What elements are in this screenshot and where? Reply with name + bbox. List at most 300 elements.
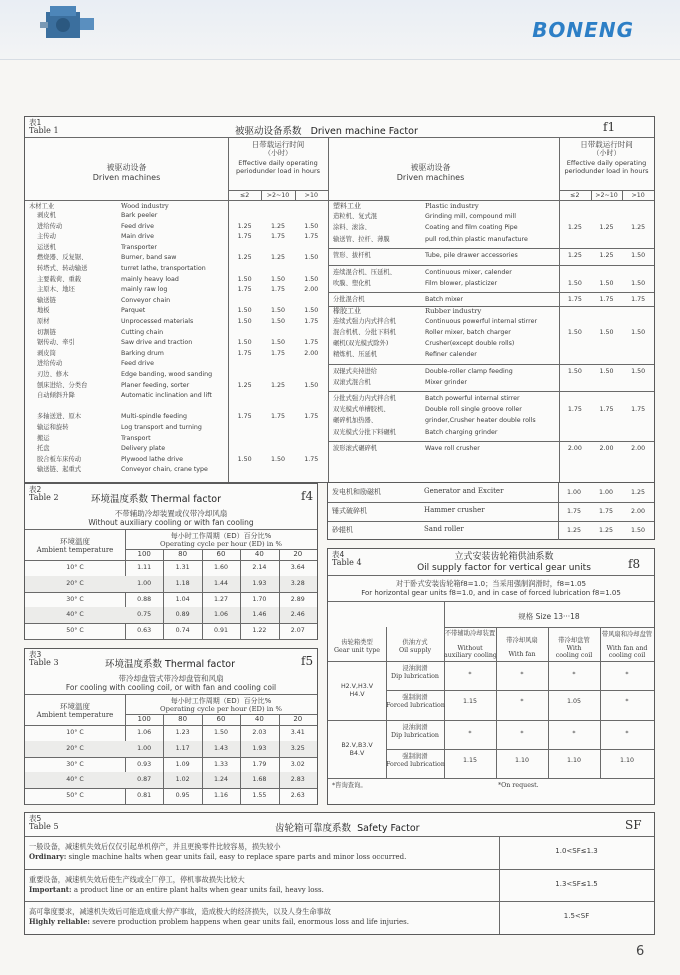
factor-value: 1.75 (237, 349, 252, 357)
thermal-value: 1.04 (175, 595, 190, 603)
thermal-value: 1.31 (175, 564, 190, 571)
note-en: For horizontal gear units f8=1.0, and in case of forced lubrication f8=1.05 (361, 589, 621, 597)
row-en: Feed drive (121, 222, 154, 230)
h-oil-cn: 供油方式 (402, 639, 428, 646)
safety-cn: 重要设备，减速机失效后使生产线或全厂停工，停机事故损失比较大 (29, 874, 245, 884)
factor-value: 1.50 (599, 367, 614, 375)
rule (25, 694, 317, 695)
thermal-value: 1.11 (137, 564, 152, 571)
h-type-en: Gear unit type (333, 647, 381, 654)
hours-cn: 日带载运行时间 (580, 140, 633, 149)
row-cn: 刨床进给、分类台 (37, 381, 88, 389)
thermal-value: 0.63 (137, 627, 152, 635)
table1-extra-rows (327, 483, 655, 540)
row-cn: 运送机 (37, 243, 56, 251)
thermal-value: 1.60 (213, 564, 228, 571)
factor-value: 1.75 (599, 296, 614, 304)
group-en: Wood industry (121, 202, 169, 210)
thermal-value: 0.75 (137, 611, 152, 619)
row-en: Transport (121, 434, 151, 442)
rule (329, 391, 654, 392)
dip-value: * (625, 729, 629, 737)
thermal-value: 1.00 (137, 579, 152, 587)
row-cn: 剥皮机 (37, 212, 56, 219)
row-cn: 分批混合机 (333, 296, 365, 304)
factor-value: 1.50 (237, 318, 252, 325)
row-en: Double roll single groove roller (425, 406, 522, 414)
row-cn: 搬运 (37, 434, 50, 442)
row-cn: 碾机(双光模式除外) (333, 340, 389, 348)
row-en: Coating and film coating Pipe (425, 224, 518, 232)
dip-value: * (468, 671, 472, 678)
factor-value: 1.75 (599, 406, 614, 414)
hours-en1: Effective daily operating (238, 159, 318, 167)
safety-cn: 一般设备，减速机失效后仅仅引起单机停产，并且更换零件比较容易，损失较小 (29, 842, 281, 851)
temperature: 40° C (66, 611, 84, 619)
ambient-cn: 环境温度 (60, 537, 90, 546)
thermal-value: 1.23 (175, 729, 190, 736)
ed-cn: 每小时工作周期（ED）百分比% (170, 532, 272, 540)
row-en: Hammer crusher (424, 506, 485, 514)
temperature: 40° C (66, 776, 84, 784)
rule (386, 749, 654, 750)
row-en: pull rod,thin plastic manufacture (425, 235, 528, 243)
forced-en: Forced lubrication (386, 760, 445, 768)
row-cn: 双辊式夹持进给 (333, 367, 378, 375)
dip-en: Dip lubrication (391, 731, 439, 739)
rule (328, 502, 654, 503)
factor-value: 1.50 (237, 455, 252, 463)
table1-driven-machine-factor (24, 116, 655, 483)
row-cn: 托盘 (37, 445, 50, 453)
size-label: 规格 Size 13···18 (518, 612, 580, 621)
hours-paren: （小时） (264, 149, 292, 157)
row-cn: 锤式破碎机 (332, 507, 367, 515)
row-en: Parquet (121, 307, 146, 315)
h1-en1: Without (457, 645, 483, 652)
factor-value: 1.25 (566, 527, 582, 534)
row-cn: 输送链、起重式 (37, 466, 82, 474)
row-cn: 自动倾斜升降 (37, 392, 75, 400)
row-cn: 精炼机、压延机 (333, 351, 378, 359)
row-cn: 发电机和励磁机 (332, 488, 381, 496)
row-en: Double-roller clamp feeding (425, 367, 513, 375)
rule (25, 804, 317, 805)
row-en: Mixer grinder (425, 378, 467, 386)
row-cn: 锯传动、牵引 (37, 339, 75, 347)
forced-value: 1.05 (566, 698, 582, 705)
row-en: Film blower, plasticizer (425, 280, 498, 287)
factor-value: 1.50 (237, 275, 252, 283)
factor-value: 2.00 (631, 444, 646, 452)
row-en: turret lathe, transportation (121, 265, 206, 272)
ed-col: 20 (293, 550, 303, 558)
factor-value: 1.50 (567, 280, 582, 287)
factor-value: 1.25 (631, 224, 646, 232)
row-cn: 主传动 (37, 233, 56, 241)
page-number: 6 (636, 944, 645, 959)
header-banner (0, 0, 680, 60)
forced-cn: 强制润滑 (402, 752, 428, 760)
rule (202, 714, 203, 804)
row-cn: 双光模式分批下料碾机 (333, 428, 396, 436)
thermal-value: 1.06 (213, 611, 228, 619)
factor-value: 1.75 (631, 296, 646, 304)
thermal-value: 1.43 (213, 744, 228, 752)
row-en: Planer feeding, sorter (121, 381, 190, 389)
factor-value: 1.50 (304, 222, 319, 230)
row-cn: 双滚式混合机 (333, 378, 371, 386)
rule (329, 292, 654, 293)
row-en: Plywood lathe drive (121, 455, 184, 463)
factor-value: 1.75 (567, 406, 582, 414)
hours-band-3: >10 (304, 192, 318, 199)
group-cn: 橡胶工业 (333, 306, 361, 315)
subtitle-cn: 带冷却盘管式带冷却盘管和风扇 (118, 674, 224, 683)
factor-value: 1.50 (304, 307, 319, 315)
safety-desc: severe production problem happens when gear units fail, enormous loss and life injuries. (90, 918, 409, 927)
factor-value: 1.50 (304, 381, 319, 389)
factor-value: 1.75 (304, 233, 319, 241)
hours-en1: Effective daily operating (566, 159, 647, 167)
rule (228, 190, 328, 191)
rule (328, 778, 654, 779)
forced-value: * (625, 698, 629, 705)
rule (386, 690, 654, 691)
col-header-cn: 被驱动设备 (106, 163, 147, 172)
factor-value: 1.50 (599, 280, 614, 287)
rule (279, 714, 280, 804)
safety-en (29, 918, 409, 927)
safety-class: Ordinary: (29, 852, 67, 861)
h2-en: With fan (508, 651, 536, 658)
row-en: Delivery plate (121, 445, 166, 453)
table2-title: 环境温度系数 Thermal factor (91, 494, 222, 505)
factor-value: 1.25 (599, 224, 614, 232)
safety-class: Highly reliable: (29, 917, 91, 927)
group-en: Plastic industry (425, 202, 479, 210)
row-en: Crusher(except double rolls) (425, 340, 515, 348)
row-en: Barking drum (121, 349, 164, 357)
thermal-value: 1.27 (213, 595, 228, 603)
thermal-value: 1.33 (213, 760, 228, 768)
rule (25, 529, 317, 530)
table1-label: 表1 Table 1 (29, 118, 59, 135)
factor-value: 1.50 (270, 307, 285, 315)
h1-cn: 不带辅助冷却装置 (444, 630, 496, 637)
row-en: mainly raw log (121, 286, 168, 294)
row-cn: 输送链 (37, 296, 56, 304)
table4-grid (328, 575, 654, 804)
factor-value: 2.00 (599, 444, 614, 452)
ed-col: 60 (216, 550, 226, 558)
rule (25, 836, 654, 837)
factor-value: 1.50 (631, 280, 646, 287)
rule (622, 190, 623, 200)
ed-col: 40 (254, 550, 264, 558)
factor-value: 1.00 (598, 489, 614, 496)
temperature: 20° C (66, 744, 84, 752)
row-cn: 胶合板车床传动 (37, 455, 82, 463)
temperature: 30° C (66, 760, 84, 768)
temperature: 50° C (66, 792, 84, 800)
table3-title: 环境温度系数 Thermal factor (105, 659, 236, 670)
gearbox-icon (40, 2, 98, 46)
thermal-value: 1.50 (213, 729, 228, 736)
h1-en2: auxiliary cooling (444, 652, 497, 659)
thermal-value: 3.25 (290, 744, 305, 752)
ed-cn: 每小时工作周期（ED）百分比% (170, 697, 272, 705)
row-en: Refiner calender (425, 351, 477, 359)
ed-col: 100 (137, 550, 151, 558)
factor-value: 1.25 (237, 254, 252, 262)
note-cn: 对于卧式安装齿轮箱f8=1.0；当采用强制润滑时，f8=1.05 (395, 579, 587, 588)
thermal-value: 1.06 (137, 729, 152, 736)
row-cn: 输运和旋转 (37, 424, 69, 431)
thermal-value: 1.93 (252, 579, 267, 587)
factor-value: 1.50 (631, 252, 646, 260)
thermal-value: 1.46 (252, 611, 267, 619)
rule (559, 137, 560, 482)
forced-value: 1.10 (619, 756, 635, 764)
table2-grid (25, 506, 317, 639)
hours-band-1: ≤2 (240, 192, 250, 199)
factor-value: 1.75 (304, 455, 319, 463)
h-type-cn: 齿轮箱类型 (341, 639, 373, 646)
factor-value: 1.75 (270, 233, 285, 241)
factor-value: 1.50 (630, 527, 646, 534)
row-en: Edge banding, wood sanding (121, 371, 213, 378)
row-en: Sand roller (424, 525, 464, 533)
row-cn: 多轴送进、原木 (37, 413, 82, 421)
row-cn: 分批式强力内式拌合机 (333, 395, 396, 402)
forced-value: 1.15 (462, 698, 478, 705)
rule (329, 441, 654, 442)
row-en: Bark peeler (121, 212, 158, 219)
rule (25, 788, 317, 789)
factor-value: 1.50 (270, 339, 285, 347)
factor-value: 1.25 (237, 381, 252, 389)
footnote-cn: *咨询查询。 (332, 782, 367, 789)
table4-title: 立式安装齿轮箱供油系数 Oil supply factor for vertical gear units (417, 552, 591, 573)
thermal-value: 0.91 (213, 627, 228, 635)
row-cn: 进给传动 (37, 222, 63, 230)
rule (328, 720, 654, 721)
factor-value: 1.75 (270, 349, 285, 357)
h3-cn: 带冷却盘管 (558, 637, 590, 644)
temperature: 20° C (66, 579, 84, 587)
gear-type-2: H4.V (349, 691, 365, 698)
factor-value: 1.75 (304, 318, 319, 325)
row-cn: 涂料、滚涂、 (333, 224, 371, 232)
hours-band-1: ≤2 (570, 192, 580, 199)
dip-value: * (572, 729, 576, 737)
factor-value: 1.75 (631, 406, 646, 414)
factor-value: 1.25 (270, 222, 285, 230)
safety-desc: single machine halts when gear units fail, easy to replace spare parts and minor loss occurred. (66, 853, 407, 861)
rule (202, 549, 203, 639)
rule (328, 661, 654, 662)
group-cn: 木材工业 (29, 203, 55, 210)
thermal-value: 1.79 (252, 760, 267, 768)
row-en: Automatic inclination and lift (121, 392, 212, 400)
dip-cn: 浸油润滑 (402, 665, 428, 672)
factor-value: 1.50 (631, 329, 646, 336)
row-cn: 双光模式单槽胶机、 (333, 406, 390, 414)
row-cn: 管形、拔杆机 (333, 252, 371, 260)
factor-value: 2.00 (630, 508, 646, 515)
h2-cn: 带冷却风扇 (506, 637, 538, 644)
subtitle-cn: 不带辅助冷却装置或仪带冷却风扇 (114, 509, 228, 518)
thermal-value: 1.55 (252, 792, 267, 800)
factor-value: 1.50 (237, 339, 252, 347)
forced-value: 1.15 (462, 756, 478, 764)
rule (163, 714, 164, 804)
row-cn: 砂辊机 (332, 526, 353, 534)
row-en: Saw drive and traction (121, 339, 193, 347)
row-en: Continuous mixer, calender (425, 268, 512, 276)
row-en: Grinding mill, compound mill (425, 213, 516, 220)
row-cn: 主要载荷、重载 (37, 275, 82, 283)
row-en: Log transport and turning (121, 424, 202, 431)
forced-value: * (520, 698, 524, 705)
temperature: 30° C (66, 595, 84, 603)
row-cn: 进给传动 (37, 360, 63, 368)
rule (25, 757, 317, 758)
rule (25, 869, 654, 870)
row-cn: 混合机机、分批下料机 (333, 329, 396, 336)
row-cn: 地板 (37, 307, 50, 315)
row-cn: 连续混合机、压延机、 (333, 268, 396, 276)
factor-value: 1.75 (304, 413, 319, 421)
thermal-value: 3.02 (290, 760, 305, 768)
safety-range: 1.5<SF (563, 912, 590, 921)
hours-en2: periodunder load in hours (235, 167, 321, 175)
hours-band-2: >2~10 (595, 192, 618, 199)
row-en: Cutting chain (121, 328, 164, 336)
row-en: Multi-spindle feeding (121, 413, 188, 421)
table1-left-column (25, 137, 328, 482)
ambient-cn: 环境温度 (60, 702, 90, 711)
table1-code: f1 (603, 120, 616, 134)
thermal-value: 0.89 (175, 611, 190, 619)
row-en: Feed drive (121, 360, 154, 368)
h3-en1: With (566, 645, 582, 652)
row-cn: 原材 (37, 318, 50, 325)
group-cn: 塑料工业 (333, 202, 361, 210)
temperature: 50° C (66, 627, 84, 635)
row-en: Wave roll crusher (425, 444, 480, 452)
row-en: Burner, band saw (121, 254, 177, 262)
safety-range: 1.0<SF≤1.3 (555, 847, 598, 855)
thermal-value: 1.70 (252, 595, 267, 603)
col-header-en: Driven machines (396, 173, 465, 182)
dip-value: * (625, 671, 629, 678)
table5-code: SF (625, 818, 642, 832)
row-cn: 波形滚式碾碎机 (333, 444, 378, 452)
rule (25, 560, 317, 561)
row-cn: 连续式强力内式拌合机 (333, 317, 396, 325)
ed-col: 80 (178, 550, 188, 558)
rule (328, 601, 654, 602)
col-header-cn: 被驱动设备 (410, 163, 451, 172)
row-cn: 转塔式、转动输送 (37, 265, 88, 272)
rule (329, 306, 654, 307)
row-en: Conveyor chain (121, 296, 171, 304)
dip-value: * (520, 671, 524, 678)
ed-col: 80 (178, 715, 188, 723)
col-header-en: Driven machines (92, 173, 161, 182)
dip-cn: 浸油润滑 (402, 723, 428, 731)
thermal-value: 3.64 (290, 564, 305, 571)
safety-range: 1.3<SF≤1.5 (555, 879, 598, 888)
table4-code: f8 (628, 557, 641, 571)
thermal-value: 3.28 (290, 579, 305, 587)
ed-col: 40 (254, 715, 264, 723)
footnote-en: *On request. (498, 782, 539, 789)
factor-value: 1.50 (270, 318, 285, 325)
safety-desc: a product line or an entire plant halts when gear units fail, heavy loss. (71, 885, 324, 894)
rule (25, 725, 317, 726)
hours-paren: （小时） (592, 149, 621, 157)
rule (261, 190, 262, 200)
rule (328, 521, 654, 522)
thermal-value: 1.16 (213, 792, 228, 800)
factor-value: 1.50 (304, 275, 319, 283)
factor-value: 1.25 (567, 224, 582, 232)
dip-value: * (520, 729, 524, 737)
row-en: Tube, pile drawer accessories (425, 252, 518, 260)
table4-oil-supply-factor: 表4 Table 4 立式安装齿轮箱供油系数 Oil supply factor for vertical gear units f8 对于卧式安装齿轮箱f8=1.0；当采用强制润滑时，f8=1.05 For horizontal gear units f8=1.0, and in case of forced lubrication f8=1.05 规格 Size 13···18 齿轮箱类型 Gear unit type 供油方式 Oil supply 不带辅助冷却装置 Without auxiliary cooling 带冷却风扇 With fan 带冷却盘管 With cooling coil 带风扇和冷却盘管 With fan and cooling coil H2.V,H3.V H4.V 浸油润滑 Dip lubrication 强制润滑 Forced lubrication * * * * 1.15 * 1.05 * B2.V,B3.V B4.V 浸油润滑 Dip lubrication 强制润滑 Forced lubrication * * * * 1.15 1.10 1.10 1.10 *咨询查询。 *On request. (327, 548, 655, 805)
factor-value: 1.00 (566, 489, 582, 496)
h4-cn: 带风扇和冷却盘管 (601, 631, 653, 638)
thermal-value: 0.88 (137, 595, 152, 603)
thermal-value: 0.74 (175, 627, 190, 635)
row-en: Unprocessed materials (121, 318, 194, 325)
forced-value: 1.10 (514, 756, 530, 764)
thermal-value: 1.68 (252, 776, 267, 784)
temperature: 10° C (66, 564, 84, 571)
rule (295, 190, 296, 200)
forced-en: Forced lubrication (386, 702, 445, 709)
thermal-value: 0.93 (137, 760, 152, 768)
factor-value: 1.25 (270, 254, 285, 262)
forced-cn: 强制润滑 (402, 694, 428, 701)
ambient-en: Ambient temperature (36, 711, 114, 719)
factor-value: 1.75 (237, 233, 252, 241)
row-en: mainly heavy load (121, 275, 179, 283)
factor-value: 1.50 (237, 307, 252, 315)
row-en: Transporter (121, 243, 158, 251)
rule (163, 549, 164, 639)
row-en: grinder,Crusher heater double rolls (425, 417, 536, 425)
safety-cn: 高可靠度要求，减速机失效后可能造成重大停产事故，造成极大的经济损失，以及人身生命事故 (29, 907, 331, 917)
dip-value: * (468, 729, 472, 737)
ed-col: 20 (293, 715, 303, 723)
factor-value: 2.00 (304, 286, 319, 294)
thermal-value: 2.07 (290, 627, 305, 635)
factor-value: 1.50 (599, 329, 614, 336)
table2-code: f4 (301, 489, 314, 503)
rule (591, 190, 592, 200)
row-en: Batch powerful internal stirrer (425, 395, 520, 402)
h3-en2: cooling coil (555, 652, 593, 659)
hours-en2: periodunder load in hours (564, 167, 649, 175)
gear-type: B2.V,B3.V (341, 741, 373, 749)
thermal-value: 1.24 (213, 776, 228, 784)
thermal-value: 0.87 (137, 776, 152, 784)
hours-cn: 日带载运行时间 (251, 140, 305, 149)
